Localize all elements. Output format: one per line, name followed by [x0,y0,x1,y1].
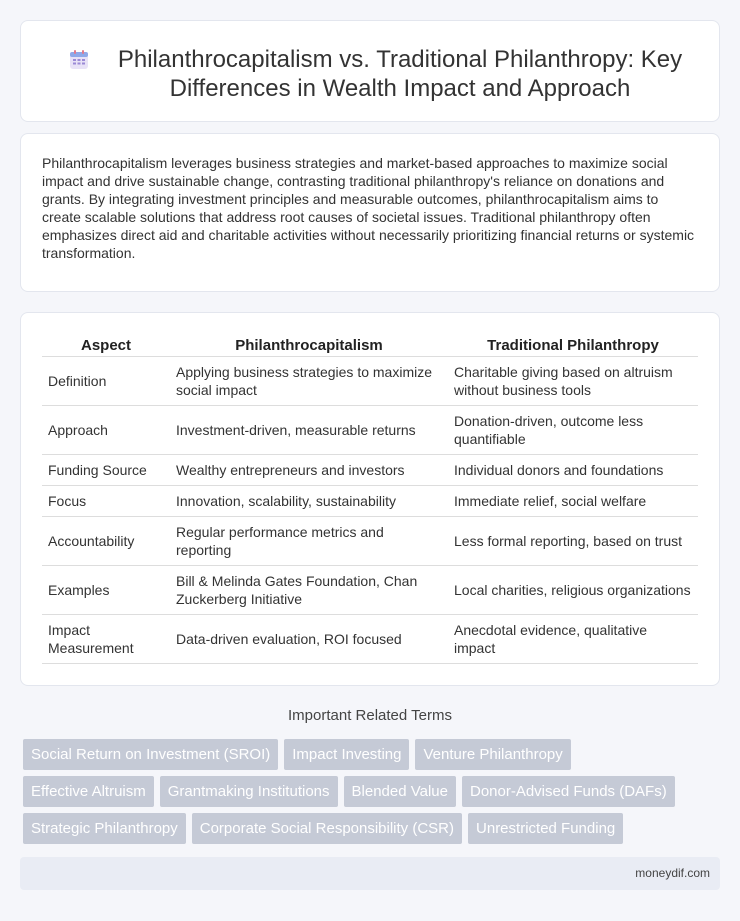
cell-aspect: Definition [42,357,170,406]
cell-traditional: Anecdotal evidence, qualitative impact [448,615,698,664]
cell-traditional: Donation-driven, outcome less quantifiable [448,406,698,455]
header-philanthrocapitalism: Philanthrocapitalism [170,331,448,357]
tag-donor-advised-funds[interactable]: Donor-Advised Funds (DAFs) [462,776,675,807]
tag-blended-value[interactable]: Blended Value [344,776,456,807]
cell-philanthrocapitalism: Applying business strategies to maximize social impact [170,357,448,406]
tag-grantmaking-institutions[interactable]: Grantmaking Institutions [160,776,338,807]
tag-venture-philanthropy[interactable]: Venture Philanthropy [415,739,570,770]
cell-traditional: Immediate relief, social welfare [448,486,698,517]
page-title: Philanthrocapitalism vs. Traditional Philanthropy: Key Differences in Wealth Impact and Approach [117,46,683,102]
cell-philanthrocapitalism: Wealthy entrepreneurs and investors [170,455,448,486]
tag-impact-investing[interactable]: Impact Investing [284,739,409,770]
cell-aspect: Accountability [42,517,170,566]
table-row [42,615,698,664]
title-card [20,20,720,122]
cell-philanthrocapitalism: Innovation, scalability, sustainability [170,486,448,517]
related-terms-title: Important Related Terms [288,707,452,724]
tag-row [23,776,723,807]
tag-unrestricted-funding[interactable]: Unrestricted Funding [468,813,623,844]
table-row [42,566,698,615]
cell-philanthrocapitalism: Investment-driven, measurable returns [170,406,448,455]
cell-traditional: Local charities, religious organizations [448,566,698,615]
cell-traditional: Individual donors and foundations [448,455,698,486]
tag-row [23,739,723,770]
tag-csr[interactable]: Corporate Social Responsibility (CSR) [192,813,462,844]
comparison-card [20,312,720,686]
table-row [42,357,698,406]
comparison-table [42,331,698,664]
calendar-icon [67,48,91,72]
tag-row [23,813,723,844]
cell-aspect: Focus [42,486,170,517]
table-row [42,486,698,517]
tag-strategic-philanthropy[interactable]: Strategic Philanthropy [23,813,186,844]
cell-philanthrocapitalism: Bill & Melinda Gates Foundation, Chan Zuckerberg Initiative [170,566,448,615]
tag-effective-altruism[interactable]: Effective Altruism [23,776,154,807]
header-aspect: Aspect [42,331,170,357]
cell-philanthrocapitalism: Regular performance metrics and reporting [170,517,448,566]
footer [20,857,720,890]
cell-traditional: Charitable giving based on altruism without business tools [448,357,698,406]
cell-aspect: Approach [42,406,170,455]
table-row [42,406,698,455]
tag-sroi[interactable]: Social Return on Investment (SROI) [23,739,278,770]
cell-aspect: Funding Source [42,455,170,486]
cell-philanthrocapitalism: Data-driven evaluation, ROI focused [170,615,448,664]
cell-traditional: Less formal reporting, based on trust [448,517,698,566]
cell-aspect: Impact Measurement [42,615,170,664]
footer-site[interactable]: moneydif.com [635,866,710,880]
header-traditional: Traditional Philanthropy [448,331,698,357]
table-row [42,517,698,566]
intro-card [20,133,720,292]
table-row [42,455,698,486]
intro-paragraph: Philanthrocapitalism leverages business strategies and market-based approaches to maximize social impact and drive sustainable change, contrasting traditional philanthropy's reliance on donations and grants. By integrating investment principles and measurable outcomes, philanthrocapitalism aims to create scalable solutions that address root causes of societal issues. Traditional philanthropy often emphasizes direct aid and charitable activities without necessarily prioritizing financial returns or systemic transformation. [42,155,695,261]
cell-aspect: Examples [42,566,170,615]
related-terms-tags [23,739,723,850]
table-header-row [42,331,698,357]
